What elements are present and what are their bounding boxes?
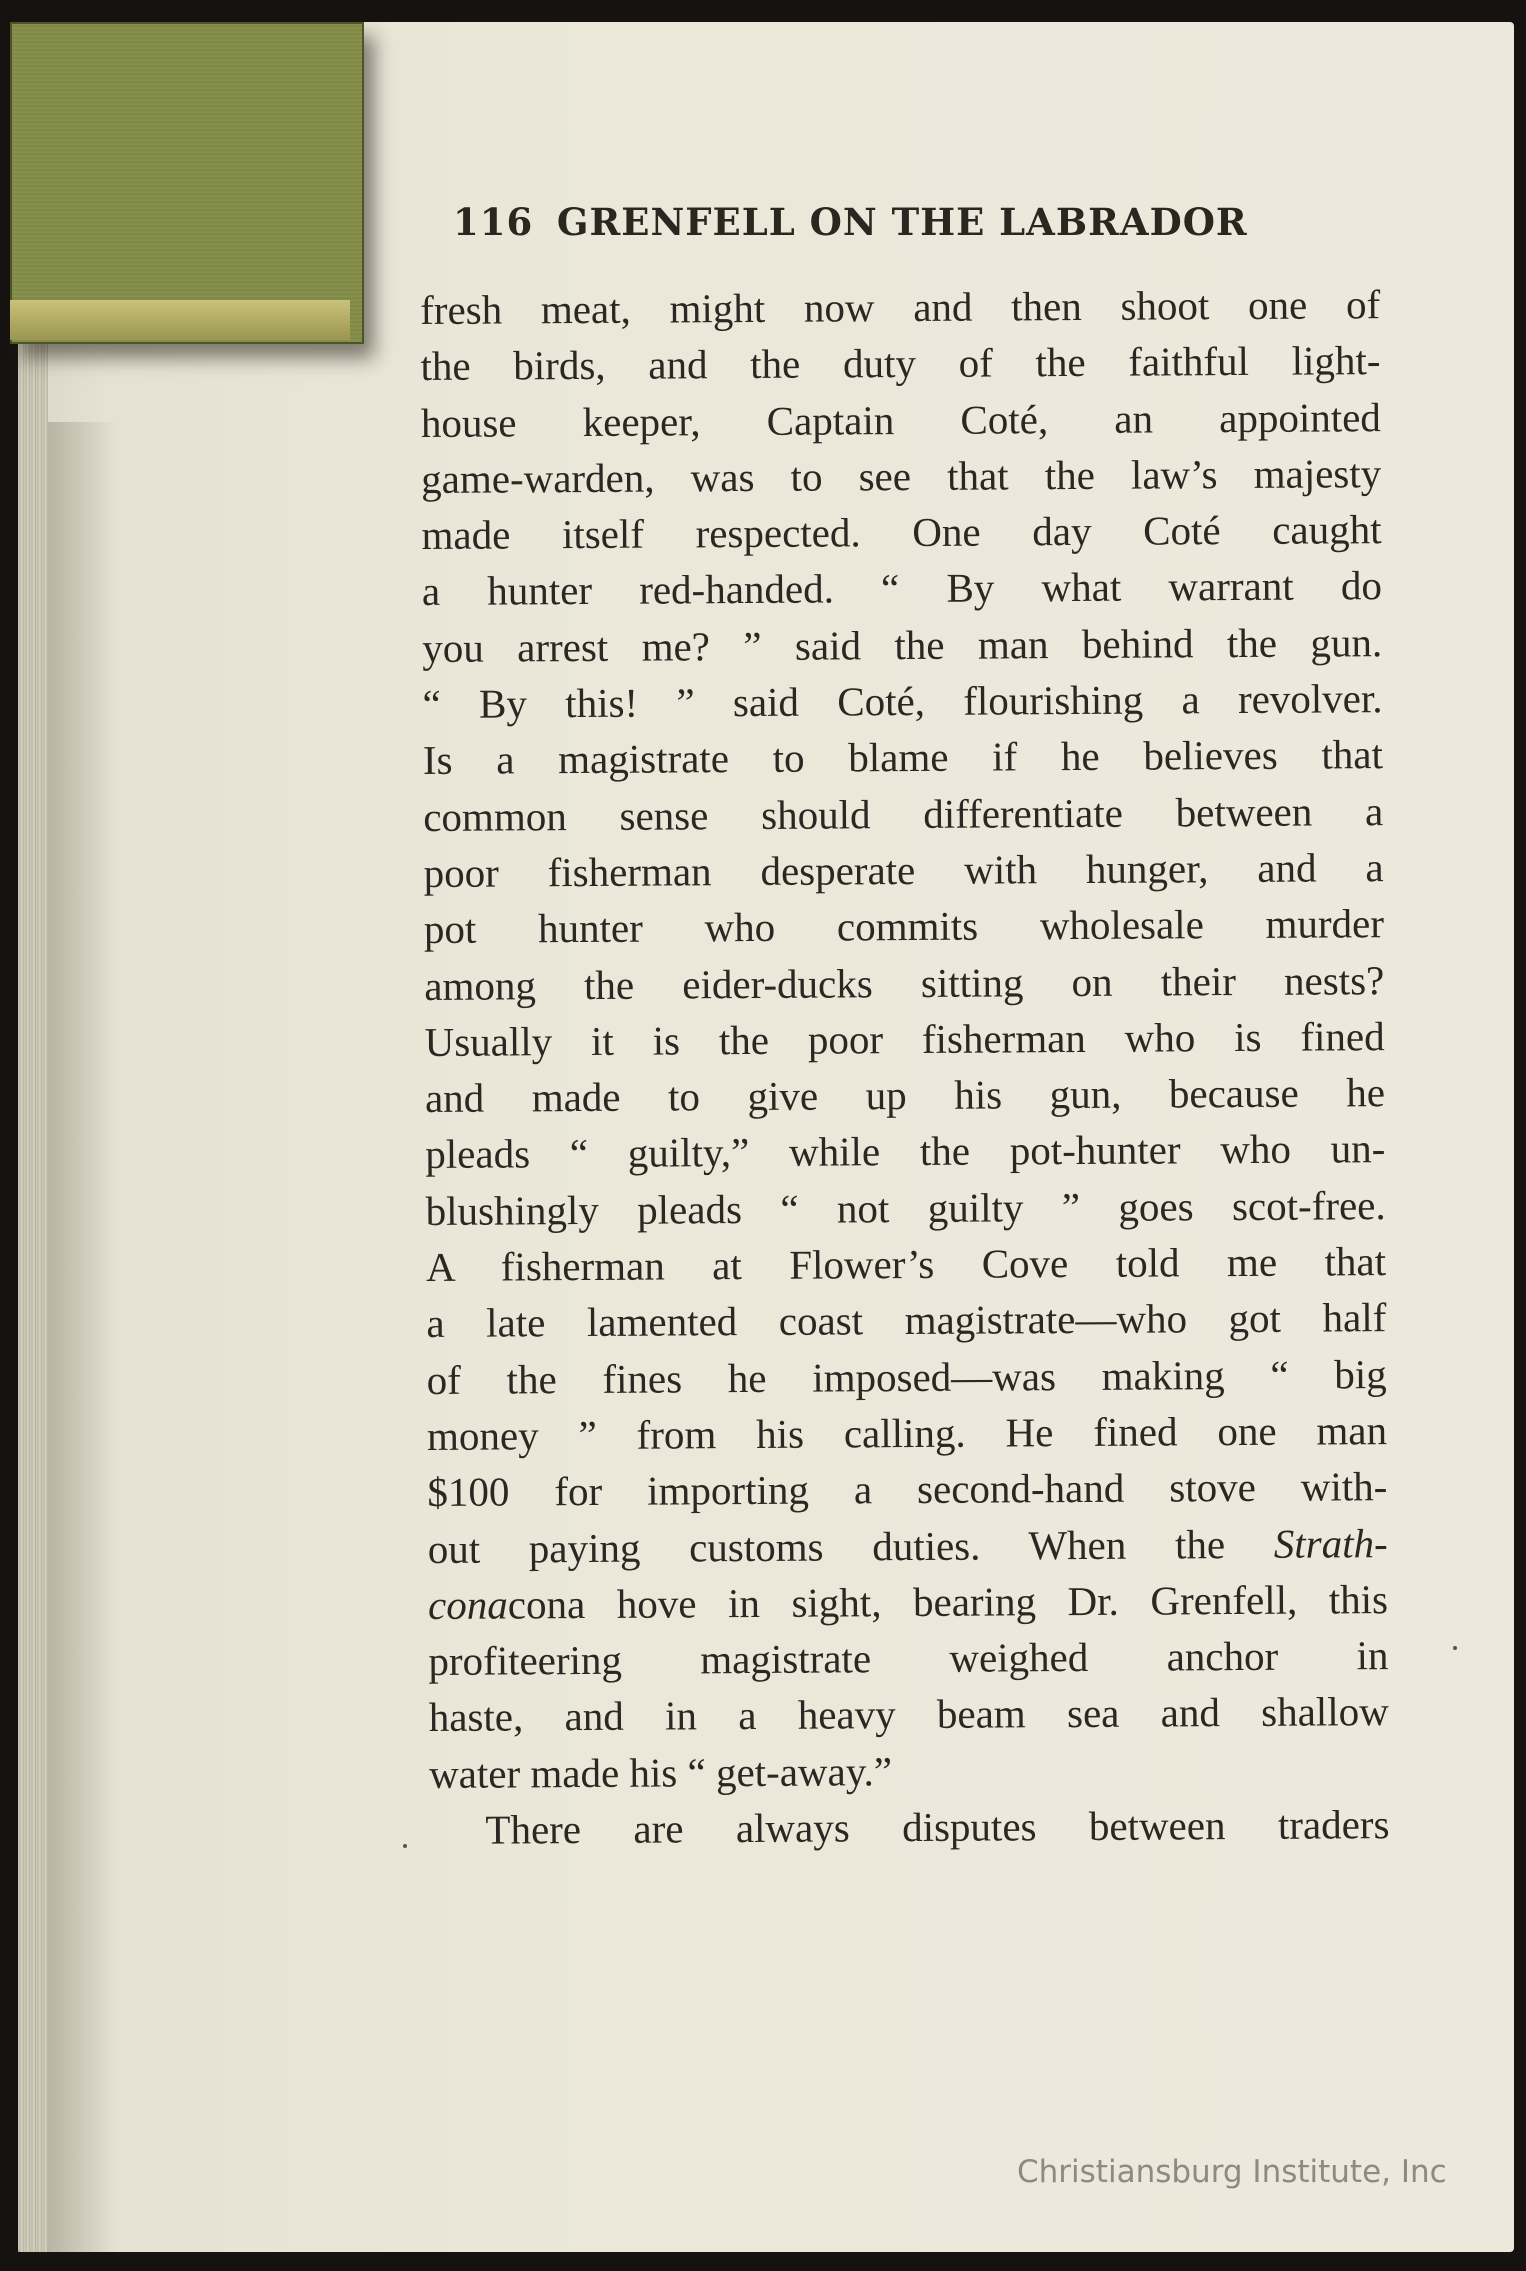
text-line: haste, and in a heavy beam sea and shallow — [428, 1688, 1389, 1741]
running-title: GRENFELL ON THE LABRADOR — [556, 200, 1248, 244]
text-line: of the fines he imposed—was making “ big — [426, 1350, 1387, 1403]
gutter-shadow — [48, 422, 118, 2252]
watermark: Christiansburg Institute, Inc — [1017, 2154, 1447, 2190]
text-line: the birds, and the duty of the faithful light- — [420, 337, 1381, 390]
text-line: among the eider-ducks sitting on their nests? — [424, 956, 1385, 1009]
paragraph-start-line: There are always disputes between traders — [485, 1801, 1390, 1853]
text-line: made itself respected. One day Coté caught — [421, 506, 1382, 559]
cloth-cover-corner — [10, 22, 364, 344]
text-line-with-italic — [428, 1515, 1388, 1577]
italic-ship-name-part-2: cona — [427, 1581, 508, 1628]
text-line: game-warden, was to see that the law’s majesty — [421, 450, 1382, 502]
text-line: house keeper, Captain Coté, an appointed — [420, 393, 1381, 446]
text-line: fresh meat, might now and then shoot one of — [420, 281, 1381, 333]
page-number: 116 — [453, 200, 534, 244]
text-line: Usually it is the poor fisherman who is fined — [424, 1012, 1385, 1065]
text-line: pleads “ guilty,” while the pot-hunter who un- — [425, 1125, 1386, 1178]
text-fragment: cona hove in sight, bearing Dr. Grenfell, this — [507, 1575, 1389, 1628]
text-fragment: out paying customs duties. When the — [427, 1520, 1274, 1572]
text-line: Is a magistrate to blame if he believes that — [422, 731, 1384, 784]
text-line: common sense should differentiate between a — [423, 787, 1384, 840]
italic-ship-name-part-1: Strath- — [1273, 1519, 1388, 1567]
text-line: $100 for importing a second-hand stove with- — [427, 1463, 1388, 1516]
page-edges — [18, 62, 48, 2252]
text-line: poor fisherman desperate with hunger, and a — [423, 844, 1384, 896]
running-head — [453, 200, 1353, 260]
text-line: and made to give up his gun, because he — [424, 1069, 1386, 1122]
text-line-with-italic — [428, 1571, 1388, 1633]
text-line: money ” from his calling. He fined one man — [426, 1407, 1388, 1459]
text-line: A fisherman at Flower’s Cove told me that — [425, 1238, 1387, 1291]
body-text — [420, 276, 1390, 1858]
paper-speck — [403, 1844, 407, 1848]
text-line: “ By this! ” said Coté, flourishing a revolver. — [422, 675, 1383, 728]
text-line: you arrest me? ” said the man behind the gun. — [422, 618, 1383, 671]
text-line: a hunter red-handed. “ By what warrant do — [421, 562, 1383, 615]
text-line: a late lamented coast magistrate—who got half — [426, 1294, 1387, 1347]
text-line: pot hunter who commits wholesale murder — [423, 900, 1385, 953]
paper-speck — [1453, 1646, 1457, 1650]
text-line: profiteering magistrate weighed anchor in — [428, 1632, 1389, 1685]
text-line: blushingly pleads “ not guilty ” goes scot-free. — [425, 1181, 1386, 1234]
paragraph-end-line: water made his “ get-away.” — [428, 1747, 893, 1797]
cover-board-edge — [10, 300, 350, 340]
